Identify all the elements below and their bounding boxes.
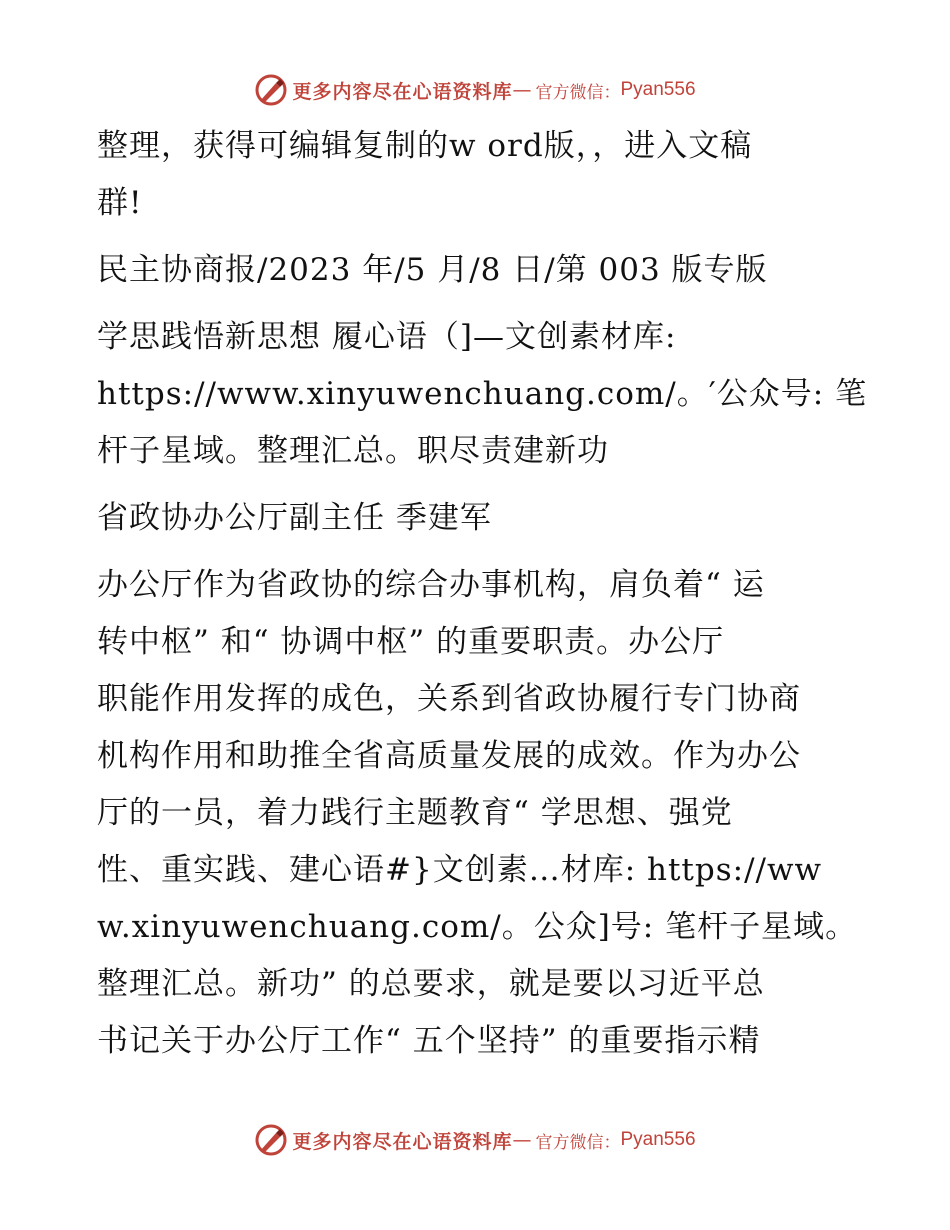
text-line: w.xinyuwenchuang.com/。公众]号: 笔杆子星域。 [97,909,858,945]
banner-separator: — [512,1129,532,1151]
banner-separator: — [512,79,532,101]
paragraph-author [97,490,849,547]
text-line: 机构作用和助推全省高质量发展的成效。作为办公 [97,738,801,774]
pen-logo-icon [254,73,288,107]
paragraph-source [97,242,849,299]
text-line: 民主协商报/2023 年/5 月/8 日/第 003 版专版 [97,252,768,288]
text-line: 学思践悟新思想 履心语（]—文创素材库: [97,319,677,355]
text-line: 职能作用发挥的成色，关系到省政协履行专门协商 [97,681,801,717]
text-line: 群! [97,185,143,221]
pen-logo-icon [254,1123,288,1157]
banner-wechat-label: 官方微信： [535,82,621,103]
text-line: 整理汇总。新功” 的总要求，就是要以习近平总 [97,966,765,1002]
paragraph-intro [97,118,849,232]
header-banner [0,70,950,110]
banner-title: 更多内容尽在心语资料库 [292,1130,513,1153]
footer-banner [0,1120,950,1160]
text-line: 杆子星域。整理汇总。职尽责建新功 [97,433,609,469]
text-line: 整理，获得可编辑复制的w ord版，，进入文稿 [97,128,753,164]
text-line: 转中枢” 和“ 协调中枢” 的重要职责。办公厅 [97,624,725,660]
text-line: 性、重实践、建心语#}文创素…材库: https://ww [97,852,823,888]
text-line: 书记关于办公厅工作“ 五个坚持” 的重要指示精 [97,1023,761,1059]
text-line: 办公厅作为省政协的综合办事机构，肩负着“ 运 [97,567,765,603]
banner-wechat-id: Pyan556 [620,79,696,100]
banner-title: 更多内容尽在心语资料库 [292,80,513,103]
banner-wechat-label: 官方微信： [535,1132,621,1153]
text-line: 省政协办公厅副主任 季建军 [97,500,492,536]
document-body [97,118,868,1074]
text-line: 厅的一员，着力践行主题教育“ 学思想、强党 [97,795,733,831]
text-line: https://www.xinyuwenchuang.com/。′公众号: 笔 [97,376,868,412]
paragraph-body [97,557,858,1070]
banner-wechat-id: Pyan556 [620,1129,696,1150]
paragraph-title [97,309,868,480]
